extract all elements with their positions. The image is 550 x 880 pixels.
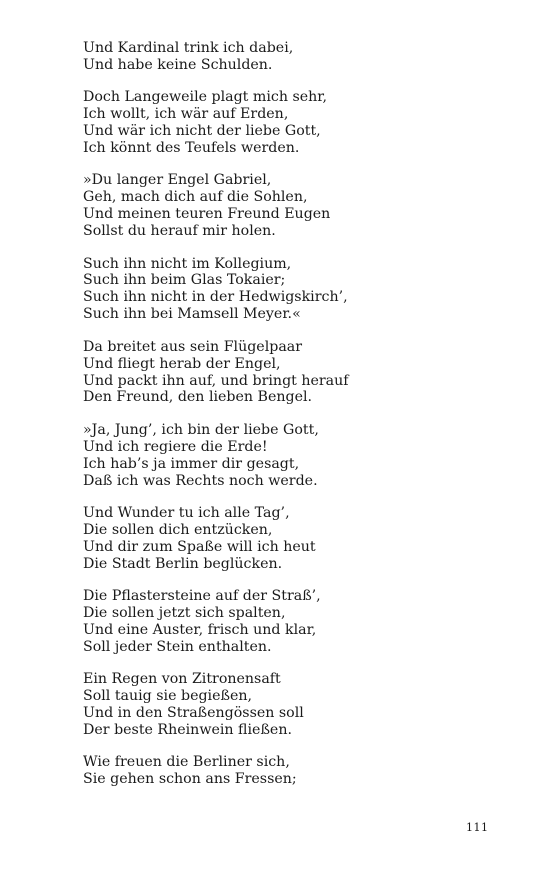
verse-line: »Du langer Engel Gabriel, xyxy=(83,172,272,189)
verse-line: Und in den Straßengössen soll xyxy=(83,705,304,721)
verse-line: Die Stadt Berlin beglücken. xyxy=(83,555,283,572)
verse-line: Und Kardinal trink ich dabei, xyxy=(83,40,294,56)
verse-line: Und packt ihn auf, und bringt herauf xyxy=(83,372,349,389)
verse-line: Und ich regiere die Erde! xyxy=(83,438,268,455)
verse-line: Such ihn beim Glas Tokaier; xyxy=(83,272,286,289)
verse-line: Da breitet aus sein Flügelpaar xyxy=(83,338,303,355)
verse-line: Such ihn nicht in der Hedwigskirch’, xyxy=(83,289,348,306)
verse-line: Die Pflastersteine auf der Straß’, xyxy=(83,588,321,605)
poem-text xyxy=(83,40,503,804)
verse-line: Ich wollt, ich wär auf Erden, xyxy=(83,106,289,123)
verse-line: Und fliegt herab der Engel, xyxy=(83,355,281,372)
stanza xyxy=(83,89,503,157)
verse-line: Die sollen dich entzücken, xyxy=(83,521,273,538)
stanza xyxy=(83,754,503,788)
verse-line: Und eine Auster, frisch und klar, xyxy=(83,621,317,638)
verse-line: Ich hab’s ja immer dir gesagt, xyxy=(83,455,300,472)
verse-line: Und wär ich nicht der liebe Gott, xyxy=(83,123,321,140)
page-number: 111 xyxy=(466,821,489,834)
verse-line: Such ihn bei Mamsell Meyer.« xyxy=(83,306,301,323)
verse-line: Sollst du herauf mir holen. xyxy=(83,223,276,240)
stanza xyxy=(83,422,503,490)
verse-line: Doch Langeweile plagt mich sehr, xyxy=(83,89,328,106)
verse-line: Such ihn nicht im Kollegium, xyxy=(83,255,292,272)
stanza xyxy=(83,671,503,739)
verse-line: Und dir zum Spaße will ich heut xyxy=(83,538,316,555)
verse-line: Ich könnt des Teufels werden. xyxy=(83,140,300,157)
verse-line: Und habe keine Schulden. xyxy=(83,56,273,73)
verse-line: Soll tauig sie begießen, xyxy=(83,688,253,705)
stanza xyxy=(83,505,503,573)
verse-line: Der beste Rheinwein fließen. xyxy=(83,721,292,738)
stanza xyxy=(83,40,503,74)
verse-line: Ein Regen von Zitronensaft xyxy=(83,671,281,688)
verse-line: Die sollen jetzt sich spalten, xyxy=(83,604,286,621)
verse-line: Soll jeder Stein enthalten. xyxy=(83,638,272,655)
verse-line: Wie freuen die Berliner sich, xyxy=(83,754,290,771)
verse-line: Geh, mach dich auf die Sohlen, xyxy=(83,189,308,206)
stanza xyxy=(83,339,503,407)
verse-line: »Ja, Jung’, ich bin der liebe Gott, xyxy=(83,421,319,438)
verse-line: Sie gehen schon ans Fressen; xyxy=(83,771,297,788)
verse-line: Und meinen teuren Freund Eugen xyxy=(83,206,331,223)
verse-line: Daß ich was Rechts noch werde. xyxy=(83,472,318,489)
stanza xyxy=(83,256,503,324)
stanza xyxy=(83,588,503,656)
stanza xyxy=(83,172,503,240)
verse-line: Und Wunder tu ich alle Tag’, xyxy=(83,504,290,521)
verse-line: Den Freund, den lieben Bengel. xyxy=(83,389,313,406)
